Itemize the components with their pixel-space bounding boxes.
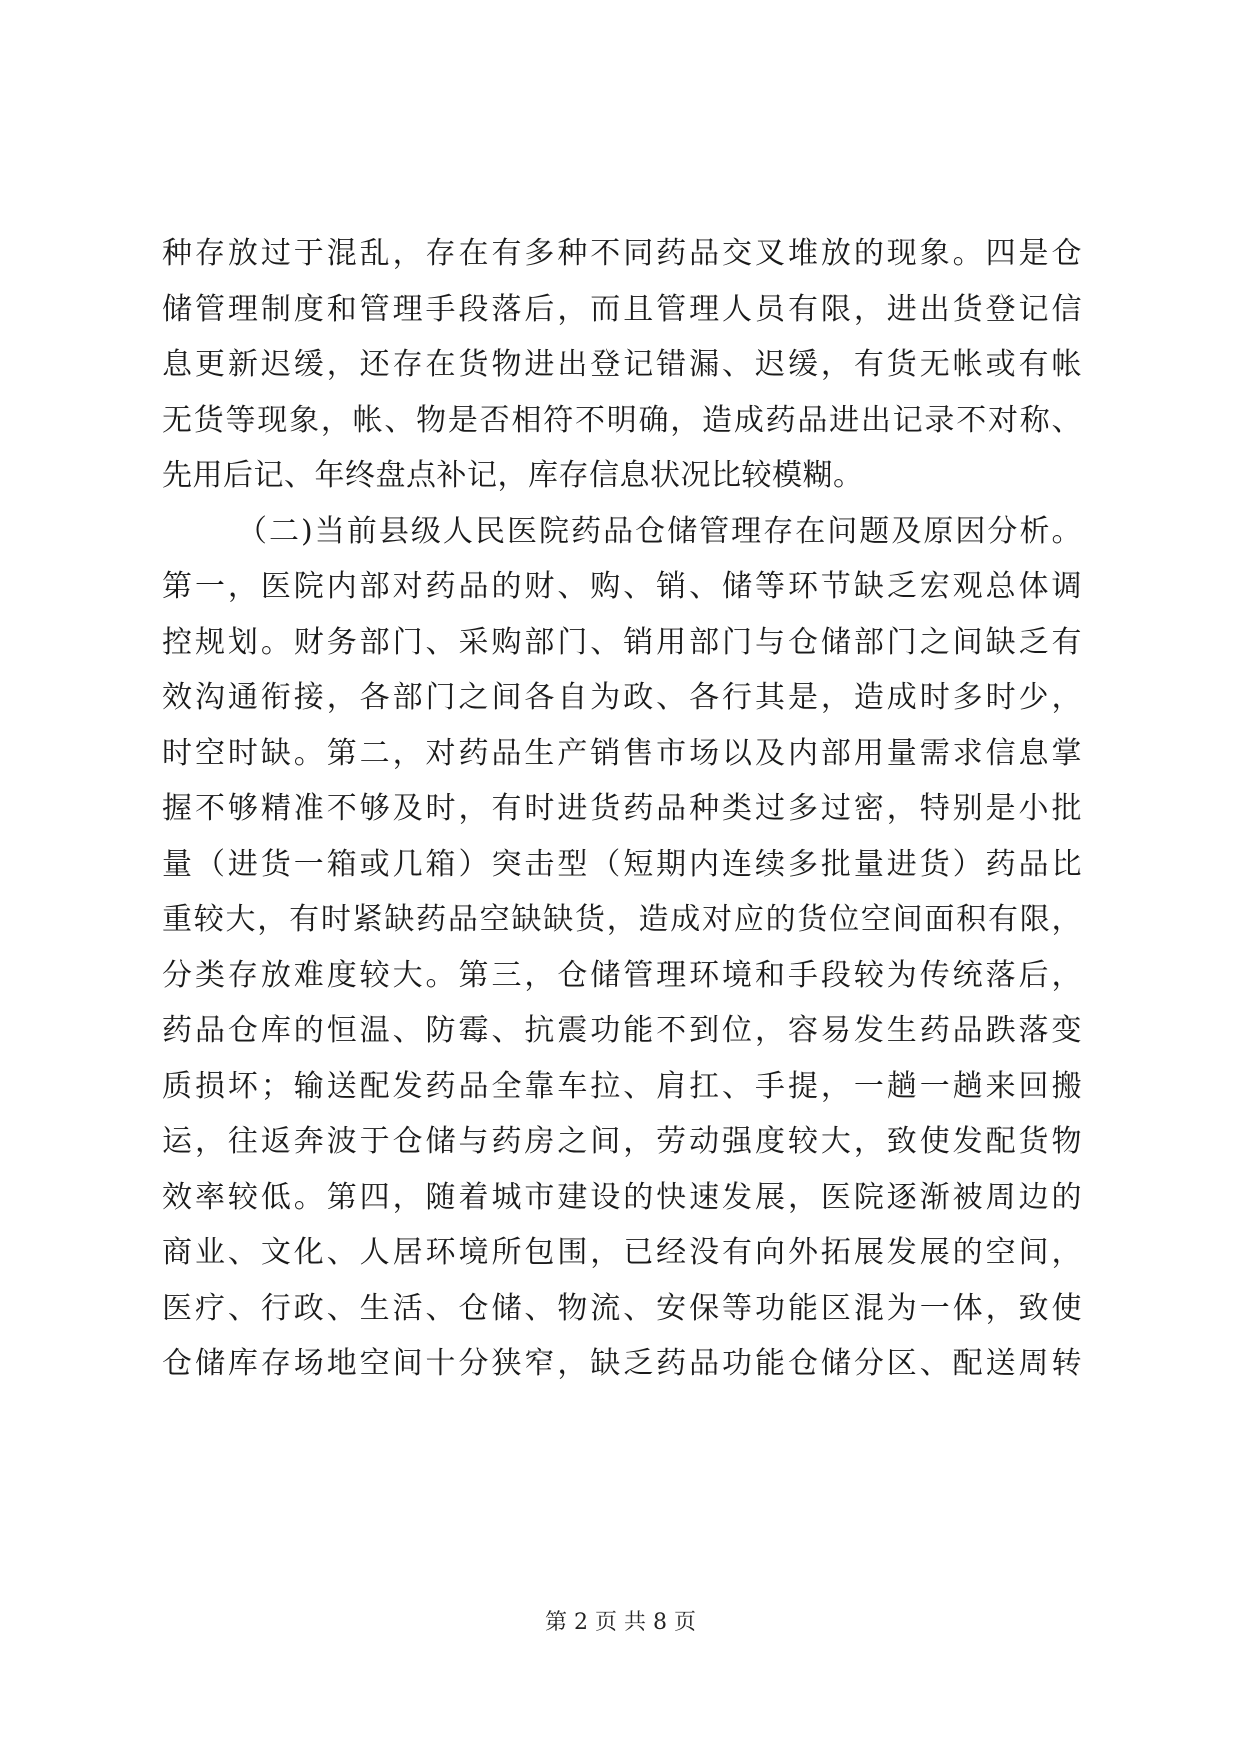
- text-line: 控规划。财务部门、采购部门、销用部门与仓储部门之间缺乏有: [162, 624, 1082, 660]
- body-text: [162, 226, 1082, 1392]
- text-line: 效沟通衔接，各部门之间各自为政、各行其是，造成时多时少，: [162, 680, 1082, 715]
- text-line: 分类存放难度较大。第三，仓储管理环境和手段较为传统落后，: [162, 957, 1082, 993]
- text-line: 储管理制度和管理手段落后，而且管理人员有限，进出货登记信: [162, 291, 1082, 327]
- text-line: 质损坏；输送配发药品全靠车拉、肩扛、手提，一趟一趟来回搬: [162, 1068, 1082, 1104]
- text-line: 无货等现象，帐、物是否相符不明确，造成药品进出记录不对称、: [162, 402, 1082, 438]
- text-line: 种存放过于混乱，存在有多种不同药品交叉堆放的现象。四是仓: [162, 236, 1082, 271]
- page-number-label: 第 2 页 共 8 页: [545, 1610, 696, 1635]
- text-line: 仓储库存场地空间十分狭窄，缺乏药品功能仓储分区、配送周转: [162, 1346, 1082, 1381]
- text-line: 效率较低。第四，随着城市建设的快速发展，医院逐渐被周边的: [162, 1179, 1082, 1215]
- text-line: 第一，医院内部对药品的财、购、销、储等环节缺乏宏观总体调: [162, 569, 1082, 604]
- text-line: 时空时缺。第二，对药品生产销售市场以及内部用量需求信息掌: [162, 735, 1082, 771]
- text-line: 先用后记、年终盘点补记，库存信息状况比较模糊。: [162, 458, 864, 493]
- text-line: 重较大，有时紧缺药品空缺缺货，造成对应的货位空间面积有限，: [162, 902, 1082, 937]
- section-heading: （二)当前县级人民医院药品仓储管理存在问题及原因分析。: [237, 513, 1082, 549]
- text-line: 息更新迟缓，还存在货物进出登记错漏、迟缓，有货无帐或有帐: [162, 347, 1082, 382]
- text-line: 药品仓库的恒温、防霉、抗震功能不到位，容易发生药品跌落变: [162, 1013, 1082, 1048]
- text-line: 握不够精准不够及时，有时进货药品种类过多过密，特别是小批: [162, 791, 1082, 826]
- text-line: 商业、文化、人居环境所包围，已经没有向外拓展发展的空间，: [162, 1235, 1082, 1270]
- page-footer: [0, 1608, 1241, 1638]
- text-line: 运，往返奔波于仓储与药房之间，劳动强度较大，致使发配货物: [162, 1124, 1082, 1159]
- text-line: 医疗、行政、生活、仓储、物流、安保等功能区混为一体，致使: [162, 1290, 1082, 1326]
- text-line: 量（进货一箱或几箱）突击型（短期内连续多批量进货）药品比: [162, 846, 1082, 882]
